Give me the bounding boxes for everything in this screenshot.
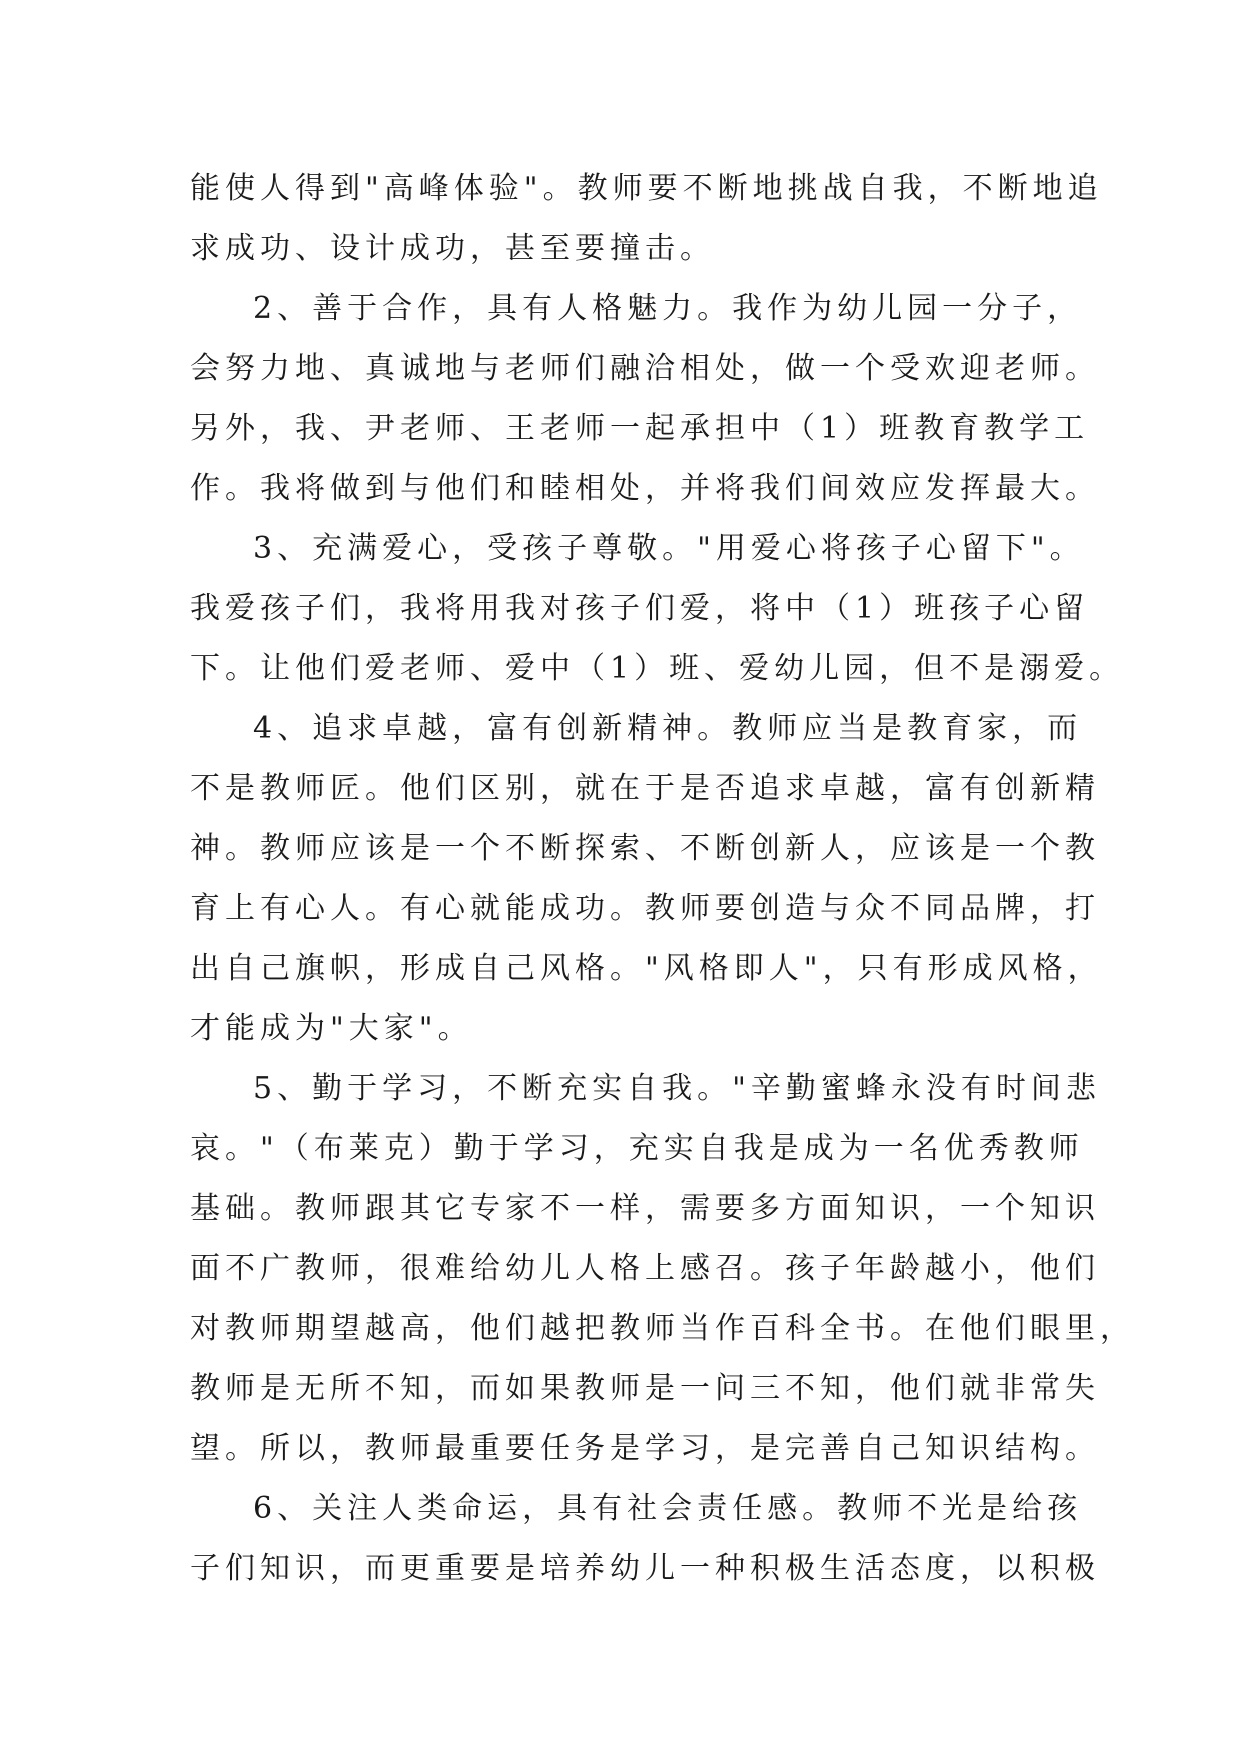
text-line: 哀。"（布莱克）勤于学习，充实自我是成为一名优秀教师 <box>190 1131 1084 1166</box>
paragraph-5-start: 5、勤于学习，不断充实自我。"辛勤蜜蜂永没有时间悲 <box>253 1071 1101 1106</box>
paragraph-4-start: 4、追求卓越，富有创新精神。教师应当是教育家，而 <box>253 711 1083 746</box>
text-line: 育上有心人。有心就能成功。教师要创造与众不同品牌，打 <box>190 891 1100 926</box>
paragraph-2-start: 2、善于合作，具有人格魅力。我作为幼儿园一分子， <box>253 291 1083 326</box>
text-line: 对教师期望越高，他们越把教师当作百科全书。在他们眼里， <box>190 1311 1135 1346</box>
text-line: 作。我将做到与他们和睦相处，并将我们间效应发挥最大。 <box>190 471 1100 506</box>
text-line: 下。让他们爱老师、爱中（1）班、爱幼儿园，但不是溺爱。 <box>190 651 1125 686</box>
text-line: 基础。教师跟其它专家不一样，需要多方面知识，一个知识 <box>190 1191 1100 1226</box>
text-line: 求成功、设计成功，甚至要撞击。 <box>190 231 715 266</box>
text-line: 出自己旗帜，形成自己风格。"风格即人"，只有形成风格， <box>190 951 1103 986</box>
text-line: 望。所以，教师最重要任务是学习，是完善自己知识结构。 <box>190 1431 1100 1466</box>
paragraph-3-start: 3、充满爱心，受孩子尊敬。"用爱心将孩子心留下"。 <box>253 531 1085 566</box>
text-line: 子们知识，而更重要是培养幼儿一种积极生活态度，以积极 <box>190 1551 1100 1586</box>
paragraph-6-start: 6、关注人类命运，具有社会责任感。教师不光是给孩 <box>253 1491 1083 1526</box>
text-line: 会努力地、真诚地与老师们融洽相处，做一个受欢迎老师。 <box>190 351 1100 386</box>
text-line: 神。教师应该是一个不断探索、不断创新人，应该是一个教 <box>190 831 1100 866</box>
text-line: 能使人得到"高峰体验"。教师要不断地挑战自我，不断地追 <box>190 171 1103 206</box>
body-text <box>190 159 1135 1599</box>
text-line: 才能成为"大家"。 <box>190 1011 473 1046</box>
text-line: 面不广教师，很难给幼儿人格上感召。孩子年龄越小，他们 <box>190 1251 1100 1286</box>
text-line: 教师是无所不知，而如果教师是一问三不知，他们就非常失 <box>190 1371 1100 1406</box>
text-line: 另外，我、尹老师、王老师一起承担中（1）班教育教学工 <box>190 411 1090 446</box>
text-line: 我爱孩子们，我将用我对孩子们爱，将中（1）班孩子心留 <box>190 591 1090 626</box>
text-line: 不是教师匠。他们区别，就在于是否追求卓越，富有创新精 <box>190 771 1100 806</box>
